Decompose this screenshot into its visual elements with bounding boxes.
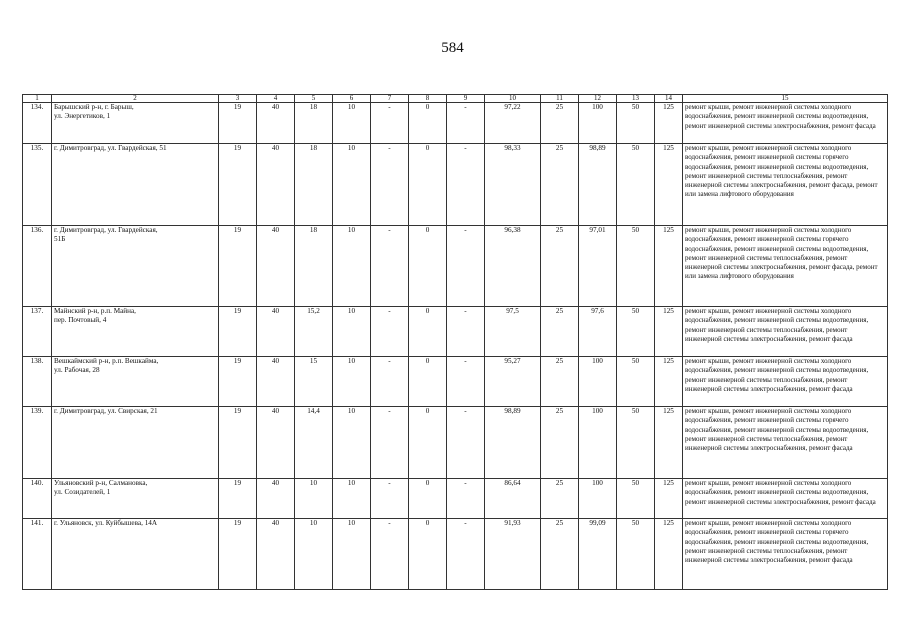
row-index: 138. <box>23 357 52 407</box>
works-cell: ремонт крыши, ремонт инженерной системы холодного водоснабжения, ремонт инженерной системы горячего водоснабжения, ремонт инженерной системы водоотведения, ремонт инженерной системы теплоснабжения, ремонт инженерной системы электроснабжения, ремонт фасада <box>683 407 888 479</box>
address-cell: г. Димитровград, ул. Свирская, 21 <box>52 407 219 479</box>
value-cell: - <box>371 226 409 307</box>
table-row <box>23 226 888 307</box>
value-cell: 19 <box>219 357 257 407</box>
value-cell: 40 <box>257 479 295 519</box>
value-cell: 0 <box>409 407 447 479</box>
column-header: 11 <box>541 95 579 103</box>
table-row <box>23 307 888 357</box>
table-row <box>23 407 888 479</box>
value-cell: 50 <box>617 357 655 407</box>
value-cell: 25 <box>541 226 579 307</box>
column-header: 1 <box>23 95 52 103</box>
value-cell: 125 <box>655 144 683 226</box>
value-cell: 125 <box>655 103 683 144</box>
address-cell: Вешкаймский р-н, р.п. Вешкайма, ул. Рабочая, 28 <box>52 357 219 407</box>
value-cell: 125 <box>655 226 683 307</box>
value-cell: 0 <box>409 307 447 357</box>
value-cell: 25 <box>541 407 579 479</box>
value-cell: - <box>371 144 409 226</box>
value-cell: 19 <box>219 226 257 307</box>
value-cell: 15,2 <box>295 307 333 357</box>
column-header: 14 <box>655 95 683 103</box>
address-cell: г. Димитровград, ул. Гвардейская, 51 <box>52 144 219 226</box>
value-cell: 18 <box>295 226 333 307</box>
value-cell: 10 <box>295 479 333 519</box>
address-cell: Барышский р-н, г. Барыш, ул. Энергетиков, 1 <box>52 103 219 144</box>
row-index: 140. <box>23 479 52 519</box>
value-cell: 19 <box>219 144 257 226</box>
value-cell: 25 <box>541 144 579 226</box>
address-cell: Майнский р-н, р.п. Майна, пер. Почтовый, 4 <box>52 307 219 357</box>
value-cell: 25 <box>541 357 579 407</box>
address-cell: Ульяновский р-н, Салмановка, ул. Созидателей, 1 <box>52 479 219 519</box>
works-cell: ремонт крыши, ремонт инженерной системы холодного водоснабжения, ремонт инженерной системы горячего водоснабжения, ремонт инженерной системы водоотведения, ремонт инженерной системы теплоснабжения, ремонт инженерной системы электроснабжения, ремонт фасада, ремонт или замена лифтового оборудования <box>683 144 888 226</box>
value-cell: 98,33 <box>485 144 541 226</box>
value-cell: 100 <box>579 103 617 144</box>
value-cell: 50 <box>617 226 655 307</box>
works-cell: ремонт крыши, ремонт инженерной системы холодного водоснабжения, ремонт инженерной системы водоотведения, ремонт инженерной системы теплоснабжения, ремонт инженерной системы электроснабжения, ремонт фасада <box>683 357 888 407</box>
value-cell: - <box>447 144 485 226</box>
column-header: 5 <box>295 95 333 103</box>
value-cell: 15 <box>295 357 333 407</box>
column-header: 4 <box>257 95 295 103</box>
works-cell: ремонт крыши, ремонт инженерной системы холодного водоснабжения, ремонт инженерной системы горячего водоснабжения, ремонт инженерной системы водоотведения, ремонт инженерной системы теплоснабжения, ремонт инженерной системы электроснабжения, ремонт фасада, ремонт или замена лифтового оборудования <box>683 226 888 307</box>
address-cell: г. Димитровград, ул. Гвардейская, 51Б <box>52 226 219 307</box>
works-cell: ремонт крыши, ремонт инженерной системы холодного водоснабжения, ремонт инженерной системы горячего водоснабжения, ремонт инженерной системы водоотведения, ремонт инженерной системы теплоснабжения, ремонт инженерной системы электроснабжения, ремонт фасада <box>683 519 888 590</box>
value-cell: 10 <box>333 479 371 519</box>
value-cell: 10 <box>333 103 371 144</box>
value-cell: 50 <box>617 519 655 590</box>
value-cell: - <box>371 307 409 357</box>
value-cell: 10 <box>333 144 371 226</box>
value-cell: 25 <box>541 479 579 519</box>
value-cell: - <box>447 519 485 590</box>
value-cell: - <box>371 103 409 144</box>
value-cell: 50 <box>617 103 655 144</box>
value-cell: 10 <box>295 519 333 590</box>
value-cell: - <box>371 479 409 519</box>
value-cell: 25 <box>541 307 579 357</box>
value-cell: 18 <box>295 103 333 144</box>
works-cell: ремонт крыши, ремонт инженерной системы холодного водоснабжения, ремонт инженерной системы водоотведения, ремонт инженерной системы электроснабжения, ремонт фасада <box>683 103 888 144</box>
row-index: 141. <box>23 519 52 590</box>
value-cell: - <box>447 226 485 307</box>
value-cell: 125 <box>655 407 683 479</box>
value-cell: 125 <box>655 479 683 519</box>
value-cell: 50 <box>617 144 655 226</box>
value-cell: - <box>447 479 485 519</box>
column-header: 6 <box>333 95 371 103</box>
value-cell: 0 <box>409 357 447 407</box>
column-header: 15 <box>683 95 888 103</box>
value-cell: 0 <box>409 226 447 307</box>
value-cell: 0 <box>409 519 447 590</box>
row-index: 139. <box>23 407 52 479</box>
value-cell: 98,89 <box>579 144 617 226</box>
row-index: 134. <box>23 103 52 144</box>
value-cell: 40 <box>257 144 295 226</box>
value-cell: 97,22 <box>485 103 541 144</box>
table-row <box>23 479 888 519</box>
value-cell: 95,27 <box>485 357 541 407</box>
table-row <box>23 103 888 144</box>
row-index: 135. <box>23 144 52 226</box>
row-index: 136. <box>23 226 52 307</box>
value-cell: 10 <box>333 519 371 590</box>
column-header: 12 <box>579 95 617 103</box>
value-cell: 14,4 <box>295 407 333 479</box>
header-row <box>23 95 888 103</box>
value-cell: 19 <box>219 479 257 519</box>
value-cell: 25 <box>541 519 579 590</box>
value-cell: 100 <box>579 357 617 407</box>
page-number: 584 <box>441 40 464 56</box>
value-cell: 125 <box>655 519 683 590</box>
row-index: 137. <box>23 307 52 357</box>
value-cell: 91,93 <box>485 519 541 590</box>
value-cell: - <box>447 103 485 144</box>
value-cell: 10 <box>333 307 371 357</box>
value-cell: 97,01 <box>579 226 617 307</box>
value-cell: 97,6 <box>579 307 617 357</box>
value-cell: 99,09 <box>579 519 617 590</box>
value-cell: 40 <box>257 407 295 479</box>
value-cell: - <box>371 357 409 407</box>
value-cell: 100 <box>579 407 617 479</box>
value-cell: 40 <box>257 226 295 307</box>
value-cell: - <box>371 407 409 479</box>
value-cell: 50 <box>617 307 655 357</box>
value-cell: - <box>447 307 485 357</box>
column-header: 2 <box>52 95 219 103</box>
value-cell: 50 <box>617 479 655 519</box>
value-cell: 0 <box>409 479 447 519</box>
address-cell: г. Ульяновск, ул. Куйбышева, 14А <box>52 519 219 590</box>
value-cell: 98,89 <box>485 407 541 479</box>
value-cell: 19 <box>219 307 257 357</box>
value-cell: 19 <box>219 407 257 479</box>
value-cell: 0 <box>409 103 447 144</box>
table-row <box>23 357 888 407</box>
column-header: 9 <box>447 95 485 103</box>
value-cell: 40 <box>257 519 295 590</box>
column-header: 13 <box>617 95 655 103</box>
value-cell: 10 <box>333 357 371 407</box>
column-header: 10 <box>485 95 541 103</box>
table-row <box>23 519 888 590</box>
column-header: 8 <box>409 95 447 103</box>
works-cell: ремонт крыши, ремонт инженерной системы холодного водоснабжения, ремонт инженерной системы водоотведения, ремонт инженерной системы электроснабжения, ремонт фасада <box>683 479 888 519</box>
value-cell: 50 <box>617 407 655 479</box>
value-cell: - <box>447 407 485 479</box>
value-cell: 40 <box>257 103 295 144</box>
column-header: 3 <box>219 95 257 103</box>
value-cell: 18 <box>295 144 333 226</box>
value-cell: 19 <box>219 519 257 590</box>
value-cell: 10 <box>333 226 371 307</box>
value-cell: 100 <box>579 479 617 519</box>
value-cell: 25 <box>541 103 579 144</box>
value-cell: 86,64 <box>485 479 541 519</box>
value-cell: 96,38 <box>485 226 541 307</box>
value-cell: 125 <box>655 307 683 357</box>
value-cell: 97,5 <box>485 307 541 357</box>
value-cell: 0 <box>409 144 447 226</box>
repair-table <box>22 94 888 590</box>
value-cell: - <box>371 519 409 590</box>
value-cell: 19 <box>219 103 257 144</box>
value-cell: - <box>447 357 485 407</box>
table-row <box>23 144 888 226</box>
works-cell: ремонт крыши, ремонт инженерной системы холодного водоснабжения, ремонт инженерной системы водоотведения, ремонт инженерной системы теплоснабжения, ремонт инженерной системы электроснабжения, ремонт фасада <box>683 307 888 357</box>
value-cell: 125 <box>655 357 683 407</box>
value-cell: 40 <box>257 357 295 407</box>
value-cell: 40 <box>257 307 295 357</box>
column-header: 7 <box>371 95 409 103</box>
value-cell: 10 <box>333 407 371 479</box>
